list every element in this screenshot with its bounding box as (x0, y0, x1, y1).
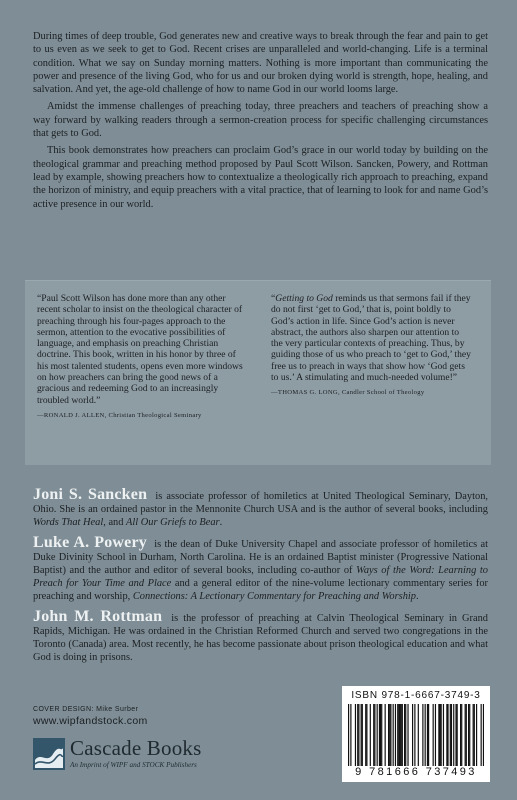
author-bio-powery (33, 533, 488, 604)
barcode-bar (483, 704, 484, 766)
barcode-bar (443, 704, 444, 766)
barcode-bar (453, 704, 454, 766)
barcode-bar (388, 704, 389, 766)
barcode-bar (404, 704, 405, 766)
publisher-imprint: An Imprint of WIPF and STOCK Publishers (70, 761, 197, 769)
bio-text: is associate professor of homiletics at United Theological Seminary, Dayton, Ohio. She is an ordained pastor in the Mennonite Church USA and is the author of several books, including (33, 491, 488, 516)
endorsement-long (271, 293, 471, 399)
cascade-waves-icon (33, 738, 65, 770)
barcode-bar (358, 704, 359, 766)
barcode-bar (405, 704, 406, 766)
description (33, 30, 488, 211)
publisher-name: Cascade Books (70, 736, 202, 760)
endorsement-attribution: —RONALD J. ALLEN, Christian Theological Seminary (37, 411, 202, 419)
barcode-bar (348, 704, 349, 766)
author-bio-rottman (33, 607, 489, 665)
barcode-bar (447, 704, 448, 766)
barcode-bar (468, 704, 469, 766)
author-name: Joni S. Sancken (33, 486, 148, 503)
barcode-bar (407, 704, 408, 766)
barcode-bar (393, 704, 394, 766)
barcode-bar (435, 704, 436, 766)
barcode-bar (385, 704, 386, 766)
barcode-bar (450, 704, 451, 766)
barcode-bar (418, 704, 419, 766)
barcode-digits: 9 781666 737493 (355, 766, 477, 778)
barcode-bar (451, 704, 452, 766)
barcode-bar (398, 704, 399, 766)
barcode-bar (473, 704, 474, 766)
bio-text: is the professor of preaching at Calvin Theological Seminary in Grand Rapids, Michigan. He was ordained in the Christian Reformed Church and served two congregations in the Toronto (Canada) area. Most recently, he has become passionate about prison theological education and what God is doing in prisons. (33, 612, 489, 664)
barcode-bar (474, 704, 475, 766)
cover-design-credit: COVER DESIGN: Mike Surber (33, 706, 139, 713)
author-name: Luke A. Powery (33, 533, 147, 551)
barcode-bar (461, 704, 462, 766)
author-bios (33, 488, 488, 670)
barcode-bar (390, 704, 391, 766)
barcode-bar (374, 704, 375, 766)
barcode-bar (455, 704, 456, 766)
barcode-bar (481, 704, 482, 766)
barcode-bar (365, 704, 366, 766)
barcode-bar (433, 704, 434, 766)
barcode-bar (350, 704, 351, 766)
credits (33, 706, 148, 727)
bio-text: is the dean of Duke University Chapel and associate professor of homiletics at Duke Divinity School in Durham, North Carolina. He is an ordained Baptist minister (Progressive National Baptist) and the author and editor of several books, including co-author of (33, 538, 488, 577)
barcode-bar (380, 704, 381, 766)
bio-text: and a general editor of the nine-volume lectionary commentary series for preaching and worship, (33, 578, 488, 603)
barcode-bar (379, 704, 380, 766)
endorsement-text: “Paul Scott Wilson has done more than any other recent scholar to insist on the theological character of preaching through his four-pages approach to the sermon, attention to the evocative possibilities of language, and emphasis on preaching Christian doctrine. This book, written in his honor by three of his most talented students, opens even more windows on how preachers can bring the good news of a gracious and redeeming God to an increasingly troubled world.” (37, 293, 243, 406)
barcode-bar (399, 704, 400, 766)
bio-text: . (415, 591, 419, 603)
endorsements-panel (25, 280, 491, 465)
barcode-bar (362, 704, 363, 766)
barcode-bar (402, 704, 403, 766)
barcode-bar (412, 704, 413, 766)
author-name: John M. Rottman (33, 607, 163, 625)
barcode-bar (441, 704, 442, 766)
barcode-bar (422, 704, 423, 766)
author-bio-sancken (33, 488, 488, 530)
barcode-bar (357, 704, 358, 766)
barcode-bar (466, 704, 467, 766)
endorsement-allen (37, 293, 249, 421)
barcode-bar (366, 704, 367, 766)
book-title: Ways of the Word: Learning to Preach for Your Time and Place (33, 565, 488, 590)
barcode-bar (469, 704, 470, 766)
barcode-bar (439, 704, 440, 766)
barcode-bar (397, 704, 398, 766)
book-title: Connections: A Lectionary Commentary for Preaching and Worship (132, 591, 416, 603)
isbn-barcode (342, 686, 490, 782)
barcode-bar (446, 704, 447, 766)
barcode-bar (355, 704, 356, 766)
barcode-bar (370, 704, 371, 766)
barcode-bar (465, 704, 466, 766)
barcode-bar (460, 704, 461, 766)
book-title: All Our Griefs to Bear (126, 517, 220, 529)
endorsement-text: reminds us that sermons fail if they do not first ‘get to God,’ that is, point boldly to God’s action in life. Since God’s action is never abstract, the authors also sharpen our attention to the very particular contexts of preaching. Thus, by guiding those of us who preach to ‘get to God,’ they free us to preach in ways that show how ‘God gets to us.’ A stimulating and much-needed volume!” (271, 293, 471, 384)
barcode-bar (381, 704, 382, 766)
barcode-bar (361, 704, 362, 766)
description-paragraph-2: Amidst the immense challenges of preaching today, three preachers and teachers of preaching show a way forward by walking readers through a sermon-creation process for specific challenging circumstances that gets to God. (33, 101, 488, 140)
barcode-bar (373, 704, 374, 766)
barcode-bar (395, 704, 396, 766)
barcode-bar (457, 704, 458, 766)
barcode-bar (476, 704, 477, 766)
barcode-bar (414, 704, 415, 766)
bio-text: . (219, 517, 223, 529)
book-title: Words That Heal (33, 517, 104, 529)
book-title: Getting to God (275, 293, 333, 304)
barcode-bar (401, 704, 402, 766)
barcode-bar (438, 704, 439, 766)
endorsement-attribution: —THOMAS G. LONG, Candler School of Theology (271, 389, 425, 397)
bio-text: , and (103, 517, 127, 529)
barcode-bar (389, 704, 390, 766)
barcode-bar (428, 704, 429, 766)
barcode-bar (425, 704, 426, 766)
barcode-bar (377, 704, 378, 766)
publisher-url[interactable]: www.wipfandstock.com (33, 715, 148, 727)
isbn-number: ISBN 978-1-6667-3749-3 (351, 690, 481, 701)
description-paragraph-3: This book demonstrates how preachers can proclaim God’s grace in our world today by building on the theological grammar and preaching method proposed by Paul Scott Wilson. Sancken, Powery, and Rottman lead by example, showing preachers how to contextualize a theologically rich approach to preaching, expand the horizon of ministry, and equip preachers with a vital practice, that of learning to look for and name God’s active presence in our world. (33, 145, 488, 210)
barcode-bar (427, 704, 428, 766)
open-quote: “ (271, 293, 276, 304)
publisher-logo (33, 736, 223, 772)
barcode-bars (348, 704, 484, 766)
description-paragraph-1: During times of deep trouble, God generates new and creative ways to break through the fear and pain to get to us even as we seek to get to God. Recent crises are unparalleled and world-changing. Life is a terminal condition. What we say on Sunday morning matters. Nothing is more important than communicating the power and presence of the living God, who for us and our broken dying world is strength, hope, healing, and salvation. And yet, the age-old challenge of how to name God in our world looms large. (33, 31, 488, 96)
